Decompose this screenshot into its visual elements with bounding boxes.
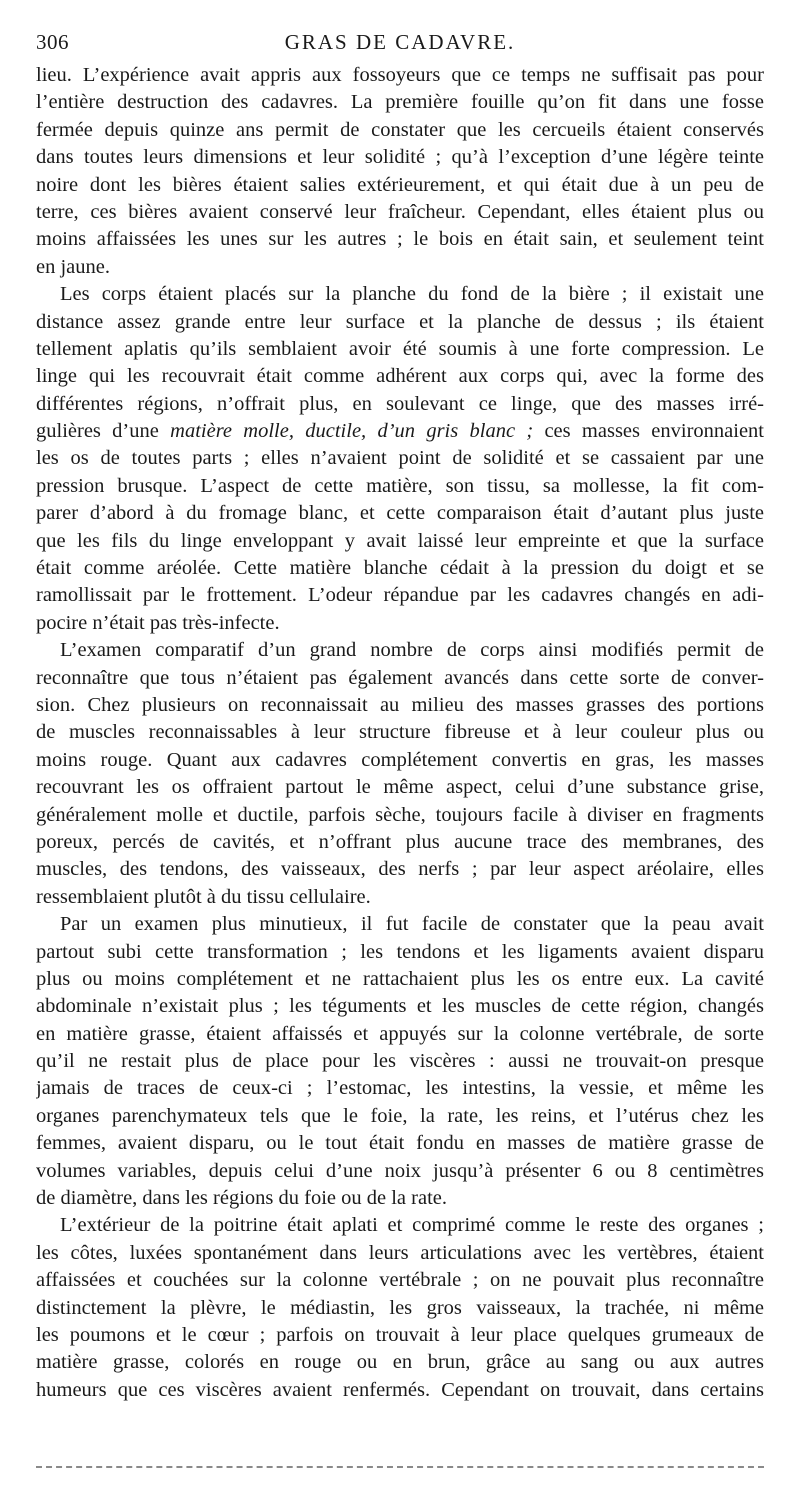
text-line: les os de toutes parts ; elles n’avaient point de solidité et se cassaient par une xyxy=(36,447,764,470)
running-head xyxy=(36,30,764,60)
text-line: jamais de traces de ceux-ci ; l’estomac, les intestins, la vessie, et même les xyxy=(36,1077,764,1100)
text-line: fermée depuis quinze ans permit de constater que les cercueils étaient conservés xyxy=(36,118,764,141)
text-line: était comme aréolée. Cette matière blanche cédait à la pression du doigt et se xyxy=(36,557,764,580)
text-line: ressemblaient plutôt à du tissu cellulaire. xyxy=(36,885,371,908)
text-line: les poumons et le cœur ; parfois on trouvait à leur place quelques grumeaux de xyxy=(36,1323,764,1346)
body-text xyxy=(36,62,764,1404)
text-line: muscles, des tendons, des vaisseaux, des nerfs ; par leur aspect aréolaire, elles xyxy=(36,858,764,881)
text-line: de muscles reconnaissables à leur structure fibreuse et à leur couleur plus ou xyxy=(36,721,764,744)
text-line: l’entière destruction des cadavres. La première fouille qu’on fit dans une fosse xyxy=(36,91,764,114)
text-line: plus ou moins complétement et ne rattachaient plus les os entre eux. La cavité xyxy=(36,967,764,990)
text-line: humeurs que ces viscères avaient renfermés. Cependant on trouvait, dans certains xyxy=(36,1378,764,1401)
text-line: Par un examen plus minutieux, il fut facile de constater que la peau avait xyxy=(60,913,764,936)
text-line: qu’il ne restait plus de place pour les viscères : aussi ne trouvait-on presque xyxy=(36,1050,764,1073)
text-line: distinctement la plèvre, le médiastin, les gros vaisseaux, la trachée, ni même xyxy=(36,1296,764,1319)
text-line: volumes variables, depuis celui d’une noix jusqu’à présenter 6 ou 8 centimètres xyxy=(36,1159,764,1182)
text-line: noire dont les bières étaient salies extérieurement, et qui était due à un peu de xyxy=(36,173,764,196)
text-line: abdominale n’existait plus ; les téguments et les muscles de cette région, changés xyxy=(36,995,764,1018)
italic-phrase: matière molle, ductile, d’un gris blanc ; xyxy=(170,420,534,443)
text-line: parer d’abord à du fromage blanc, et cette comparaison était d’autant plus juste xyxy=(36,502,764,525)
text-line: de diamètre, dans les régions du foie ou de la rate. xyxy=(36,1187,447,1210)
text-line: distance assez grande entre leur surface et la planche de dessus ; ils étaient xyxy=(36,310,764,333)
text-line: partout subi cette transformation ; les tendons et les ligaments avaient disparu xyxy=(36,940,764,963)
text-line: ramollissait par le frottement. L’odeur répandue par les cadavres changés en adi- xyxy=(36,584,764,607)
text-line: en jaune. xyxy=(36,255,110,278)
text-line: pocire n’était pas très-infecte. xyxy=(36,611,280,634)
text-line: les côtes, luxées spontanément dans leurs articulations avec les vertèbres, étaient xyxy=(36,1241,764,1264)
text-line: moins rouge. Quant aux cadavres complétement convertis en gras, les masses xyxy=(36,748,764,771)
text-line: tellement aplatis qu’ils semblaient avoir été soumis à une forte compression. Le xyxy=(36,337,764,360)
text-line: dans toutes leurs dimensions et leur solidité ; qu’à l’exception d’une légère teinte xyxy=(36,146,764,169)
text-line: affaissées et couchées sur la colonne vertébrale ; on ne pouvait plus reconnaître xyxy=(36,1269,764,1292)
text-line: L’extérieur de la poitrine était aplati et comprimé comme le reste des organes ; xyxy=(60,1214,764,1237)
text-line: gulières d’une matière molle, ductile, d’un gris blanc ; ces masses environnaient xyxy=(36,420,764,443)
text-line: femmes, avaient disparu, ou le tout était fondu en masses de matière grasse de xyxy=(36,1132,764,1155)
footer-rule xyxy=(36,1466,764,1468)
text-line: différentes régions, n’offrait plus, en soulevant ce linge, que des masses irré- xyxy=(36,392,764,415)
text-line: lieu. L’expérience avait appris aux fossoyeurs que ce temps ne suffisait pas pour xyxy=(36,64,764,86)
text-line: généralement molle et ductile, parfois sèche, toujours facile à diviser en fragments xyxy=(36,803,764,826)
text-line: que les fils du linge enveloppant y avait laissé leur empreinte et que la surface xyxy=(36,529,764,552)
text-line: en matière grasse, étaient affaissés et appuyés sur la colonne vertébrale, de sorte xyxy=(36,1022,764,1045)
running-title: GRAS DE CADAVRE. xyxy=(284,30,516,54)
text-line: L’examen comparatif d’un grand nombre de corps ainsi modifiés permit de xyxy=(60,639,764,662)
text-line: terre, ces bières avaient conservé leur fraîcheur. Cependant, elles étaient plus ou xyxy=(36,200,764,223)
text-line: pression brusque. L’aspect de cette matière, son tissu, sa mollesse, la fit com- xyxy=(36,474,764,497)
text-line: matière grasse, colorés en rouge ou en brun, grâce au sang ou aux autres xyxy=(36,1351,764,1374)
page-number: 306 xyxy=(36,30,69,54)
text-line: moins affaissées les unes sur les autres ; le bois en était sain, et seulement teint xyxy=(36,228,764,251)
text-line: poreux, percés de cavités, et n’offrant plus aucune trace des membranes, des xyxy=(36,830,764,853)
text-line: Les corps étaient placés sur la planche du fond de la bière ; il existait une xyxy=(60,283,764,306)
text-line: reconnaître que tous n’étaient pas également avancés dans cette sorte de conver- xyxy=(36,666,764,689)
text-line: organes parenchymateux tels que le foie, la rate, les reins, et l’utérus chez les xyxy=(36,1104,764,1127)
text-line: sion. Chez plusieurs on reconnaissait au milieu des masses grasses des portions xyxy=(36,693,764,716)
text-line: recouvrant les os offraient partout le même aspect, celui d’une substance grise, xyxy=(36,776,764,799)
text-line: linge qui les recouvrait était comme adhérent aux corps qui, avec la forme des xyxy=(36,365,764,388)
